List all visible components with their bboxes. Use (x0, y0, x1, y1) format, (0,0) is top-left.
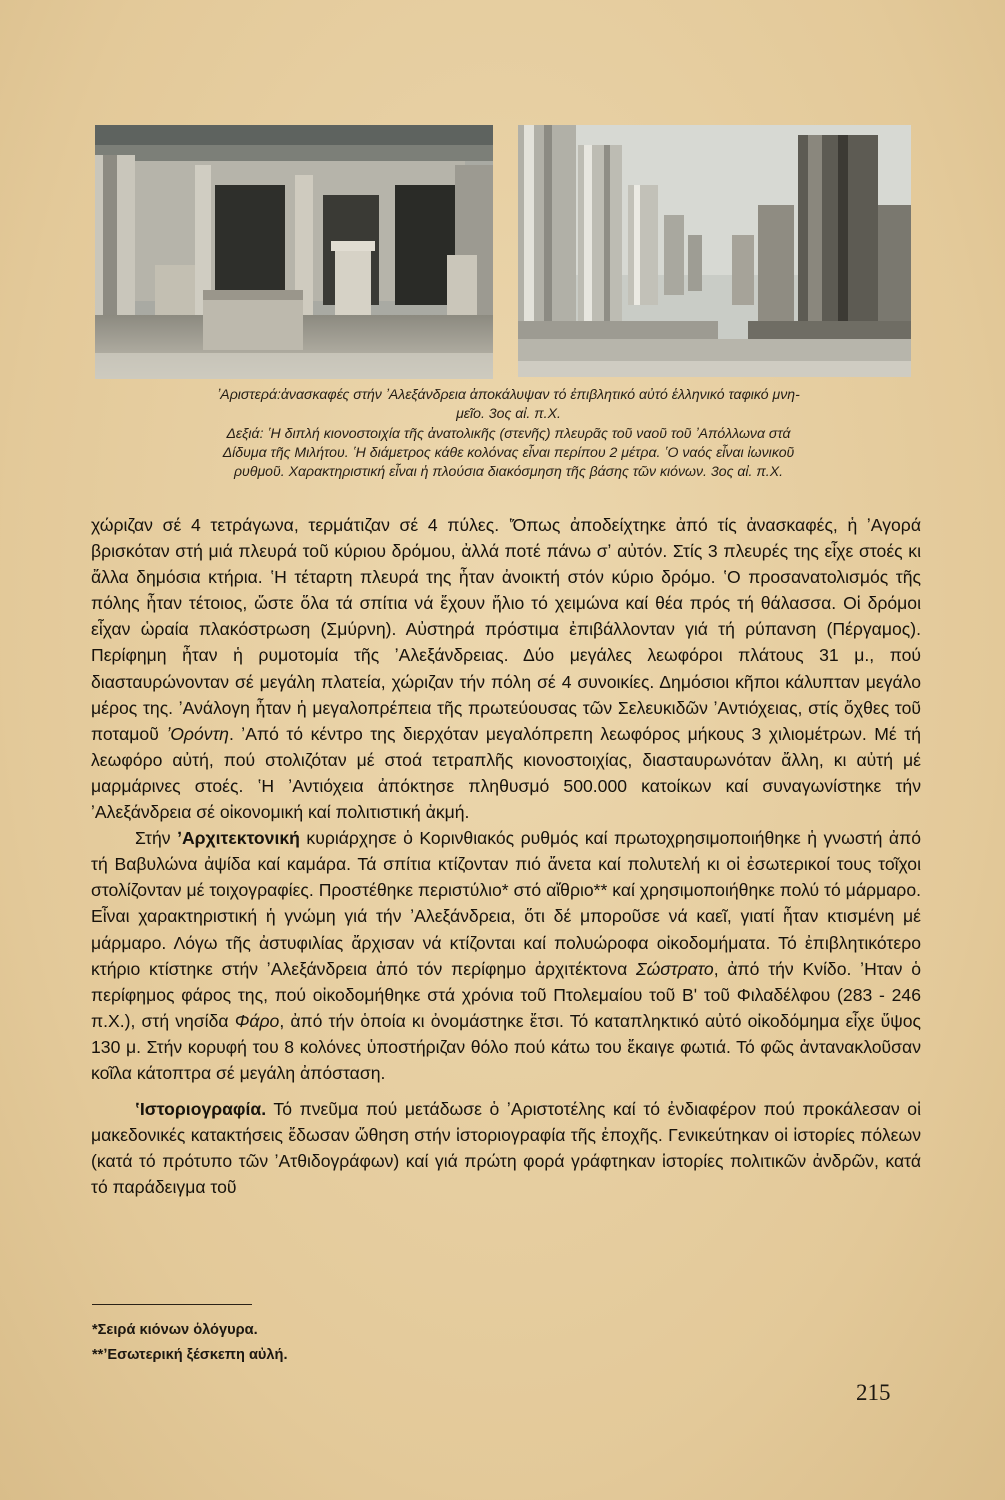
paragraph-architecture (91, 825, 921, 1086)
photo-alexandria-tomb (95, 125, 493, 379)
text-run: Τό πνεῦμα πού μετάδωσε ὁ ʼΑριστοτέλης καί τό ἐνδιαφέρον πού προκάλεσαν οἱ μακεδονικές κατακτήσεις ἔδωσαν ὤθηση στήν ἱστοριογραφία τῆς ἐποχῆς. Γενικεύτηκαν οἱ ἱστορίες πόλεων (κατά τό πρότυπο τῶν ʼΑτθιδογράφων) καί γιά πρώτη φορά γράφτηκαν ἱστορίες πολιτικῶν ἀνδρῶν, κατά τό παράδειγμα τοῦ (91, 1099, 921, 1198)
footnote-2: **ʼΕσωτερική ξέσκεπη αὐλή. (92, 1347, 288, 1363)
italic-run: Φάρο (234, 1010, 280, 1031)
main-text (91, 512, 921, 1200)
text-run: Στήν (135, 828, 178, 849)
page-number: 215 (856, 1380, 891, 1405)
footnotes (92, 1318, 592, 1368)
paragraph-historiography (91, 1096, 921, 1200)
paragraph-city-planning (91, 512, 921, 825)
photo-didyma-columns (518, 125, 911, 377)
caption-line: ρυθμοῦ. Χαρακτηριστική εἶναι ἡ πλούσια διακόσμηση τῆς βάσης τῶν κιόνων. 3ος αἰ. π.Χ. (233, 463, 784, 480)
bold-term-historiography: ʽΙστοριογραφία. (135, 1099, 267, 1120)
text-run: , ἀπό τήν ὁποία κι ὀνομάστηκε ἔτσι. Τό καταπληκτικό αὐτό οἰκοδόμημα εἶχε ὕψος 130 μ. Στήν κορυφή του 8 κολόνες ὑποστήριζαν θόλο πού κάτω του ἔκαιγε φωτιά. Τό φῶς ἀντανακλοῦσαν κοῖλα κάτοπτρα σέ μεγάλη ἀπόσταση. (91, 1010, 922, 1083)
text-run: , ἀπό τήν Κνίδο. ʼΗταν ὁ περίφημος φάρος της, πού οἰκοδομήθηκε στά χρόνια τοῦ Πτολεμαίου τοῦ Βʹ τοῦ Φιλαδέλφου (283 - 246 π.Χ.), στή νησίδα (91, 958, 921, 1031)
caption-line: Δεξιά: ʽΗ διπλή κιονοστοιχία τῆς ἀνατολικῆς (στενῆς) πλευρᾶς τοῦ ναοῦ τοῦ ʼΑπόλλωνα στά (226, 424, 791, 441)
text-run: . ʼΑπό τό κέντρο της διερχόταν μεγαλόπρεπη λεωφόρος μήκους 3 χιλιομέτρων. Μέ τή λεωφόρο αὐτή, πού στολιζόταν μέ στοά τετραπλῆς κιονοστοιχίας, διασταυρωνόταν ἄλλη, κι αὐτή μέ μαρμάρινες στοές. ʽΗ ʼΑντιόχεια ἀπόκτησε πληθυσμό 500.000 κατοίκων καί συναγωνίστηκε τήν ʼΑλεξάνδρεια σέ οἰκονομική καί πολιτιστική ἀκμή. (91, 723, 921, 823)
caption-line: μεῖο. 3ος αἰ. π.Χ. (456, 405, 561, 422)
footnote-divider (92, 1304, 252, 1305)
text-run: κυριάρχησε ὁ Κορινθιακός ρυθμός καί πρωτοχρησιμοποιήθηκε ἡ γνωστή ἀπό τή Βαβυλώνα ἀψίδα καί καμάρα. Τά σπίτια κτίζονταν πιό ἄνετα καί πολυτελή κι οἱ ἐσωτερικοί τους τοῖχοι στολίζονταν μέ τοιχογραφίες. Προστέθηκε περιστύλιο* στό αἴθριο** καί χρησιμοποιήθηκε πολύ τό μάρμαρο. Εἶναι χαρακτηριστική ἡ γνώμη γιά τήν ʼΑλεξάνδρεια, ὅτι δέ μποροῦσε νά καεῖ, γιατί ἦταν κτισμένη μέ μάρμαρο. Λόγω τῆς ἀστυφιλίας ἄρχισαν νά κτίζονται καί πολυώροφα οἰκοδομήματα. Τό ἐπιβλητικότερο κτήριο κτίστηκε στήν ʼΑλεξάνδρεια ἀπό τόν περίφημο ἀρχιτέκτονα (91, 828, 921, 979)
bold-term-architecture: ʼΑρχιτεκτονική (177, 828, 300, 849)
caption-line: ʼΑριστερά:ἀνασκαφές στήν ʼΑλεξάνδρεια ἀποκάλυψαν τό ἐπιβλητικό αὐτό ἑλληνικό ταφικό μνη- (217, 386, 800, 402)
caption-line: Δίδυμα τῆς Μιλήτου. ʽΗ διάμετρος κάθε κολόνας εἶναι περίπου 2 μέτρα. ʽΟ ναός εἶναι ἰωνικοῦ (222, 443, 795, 460)
text-run: χώριζαν σέ 4 τετράγωνα, τερμάτιζαν σέ 4 πύλες. ʽΌπως ἀποδείχτηκε ἀπό τίς ἀνασκαφές, ἡ ʼΑγορά βρισκόταν στή μιά πλευρά τοῦ κύριου δρόμου, ἀλλά ποτέ πάνω σʼ αὐτόν. Στίς 3 πλευρές της εἶχε στοές κι ἄλλα δημόσια κτήρια. ʽΗ τέταρτη πλευρά της ἦταν ἀνοικτή στόν κύριο δρόμο. ʽΟ προσανατολισμός τῆς πόλης ἦταν τέτοιος, ὥστε ὅλα τά σπίτια νά ἔχουν ἥλιο τό χειμώνα καί θέα πρός τή θάλασσα. Οἱ δρόμοι εἶχαν ὡραία πλακόστρωση (Σμύρνη). Αὐστηρά πρόστιμα ἐπιβάλλονταν γιά τή ρύπανση (Πέργαμος). Περίφημη ἦταν ἡ ρυμοτομία τῆς ʼΑλεξάνδρειας. Δύο μεγάλες λεωφόροι πλάτους 31 μ., πού διασταυρώνονταν σέ μεγάλη πλατεία, χώριζαν τήν πόλη σέ 4 συνοικίες. Δημόσιοι κῆποι κάλυπταν μεγάλο μέρος της. ʼΑνάλογη ἦταν ἡ μεγαλοπρέπεια τῆς πρωτεύουσας τῶν Σελευκιδῶν ʼΑντιόχειας, στίς ὄχθες τοῦ ποταμοῦ (91, 515, 921, 744)
photo-caption (96, 385, 921, 481)
footnote-1: *Σειρά κιόνων ὁλόγυρα. (92, 1322, 258, 1338)
italic-run: ʼΟρόντη (166, 723, 229, 744)
italic-run: Σώστρατο (636, 958, 714, 979)
